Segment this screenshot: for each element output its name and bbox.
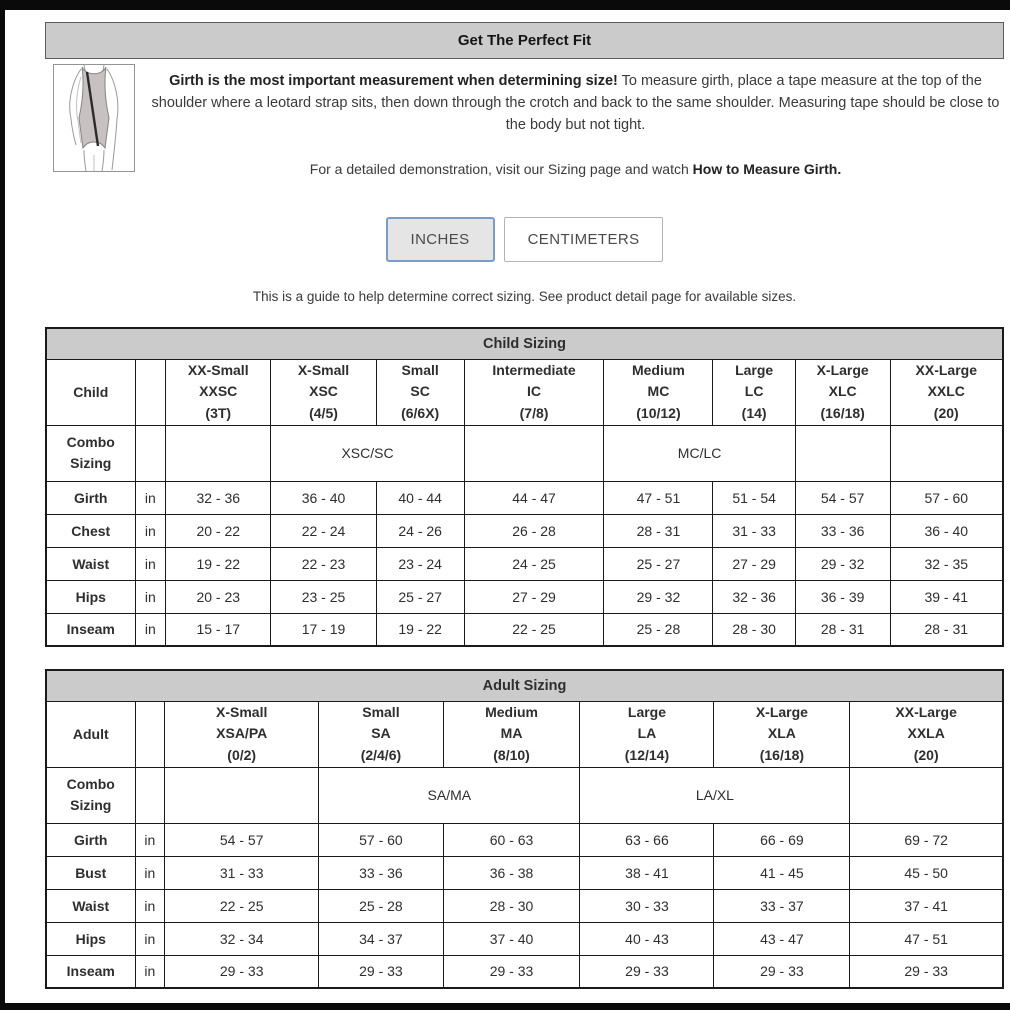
child-col-header-lc [713, 359, 795, 425]
child-girth-value-3: 44 - 47 [464, 481, 604, 514]
adult-combo-cell-2: LA/XL [580, 767, 850, 823]
child-hips-value-0: 20 - 23 [166, 580, 271, 613]
adult-waist-value-0: 22 - 25 [165, 889, 319, 922]
child-waist-value-3: 24 - 25 [464, 547, 604, 580]
centimeters-button[interactable]: CENTIMETERS [504, 217, 664, 262]
adult-col-header-xla [714, 701, 850, 767]
child-hips-value-7: 39 - 41 [890, 580, 1003, 613]
adult-col-header-la [580, 701, 714, 767]
child-combo-cell-2 [464, 425, 604, 481]
adult-bust-value-0: 31 - 33 [165, 856, 319, 889]
adult-bust-value-3: 38 - 41 [580, 856, 714, 889]
child-col-header-ic [464, 359, 604, 425]
child-girth-value-4: 47 - 51 [604, 481, 713, 514]
adult-combo-cell-3 [850, 767, 1003, 823]
child-hips-label: Hips [46, 580, 135, 613]
child-girth-unit: in [135, 481, 166, 514]
child-row-chest [46, 514, 1003, 547]
child-waist-value-6: 29 - 32 [795, 547, 890, 580]
child-hips-value-5: 32 - 36 [713, 580, 795, 613]
adult-col-header-sa [319, 701, 443, 767]
adult-inseam-value-4: 29 - 33 [714, 955, 850, 988]
adult-girth-value-3: 63 - 66 [580, 823, 714, 856]
adult-inseam-value-5: 29 - 33 [850, 955, 1003, 988]
size-label-line: XX-Large [895, 703, 957, 720]
adult-row-girth [46, 823, 1003, 856]
adult-bust-unit: in [135, 856, 165, 889]
unit-toggle [45, 217, 1004, 262]
child-combo-sizing-row [46, 425, 1003, 481]
adult-inseam-unit: in [135, 955, 165, 988]
child-hips-value-3: 27 - 29 [464, 580, 604, 613]
child-waist-value-0: 19 - 22 [166, 547, 271, 580]
child-col-header-sc [376, 359, 464, 425]
adult-row-header: Adult [46, 701, 135, 767]
adult-row-bust [46, 856, 1003, 889]
child-inseam-value-7: 28 - 31 [890, 613, 1003, 646]
size-label-line: SA [371, 725, 391, 742]
adult-girth-value-4: 66 - 69 [714, 823, 850, 856]
size-label-line: XLA [767, 725, 796, 742]
adult-section-header-row [46, 670, 1003, 701]
adult-bust-value-5: 45 - 50 [850, 856, 1003, 889]
child-inseam-value-6: 28 - 31 [795, 613, 890, 646]
child-chest-value-5: 31 - 33 [713, 514, 795, 547]
adult-waist-unit: in [135, 889, 165, 922]
size-label-line: Small [362, 703, 400, 720]
size-label-line: XX-Small [187, 361, 249, 378]
adult-section-title: Adult Sizing [46, 670, 1003, 701]
child-girth-value-0: 32 - 36 [166, 481, 271, 514]
adult-waist-value-4: 33 - 37 [714, 889, 850, 922]
size-label-line: (8/10) [493, 747, 530, 764]
size-label-line: XXLC [927, 383, 965, 400]
size-label-line: Large [735, 361, 774, 378]
size-label-line: IC [527, 383, 542, 400]
adult-waist-value-1: 25 - 28 [319, 889, 443, 922]
size-label-line: (14) [741, 404, 767, 421]
adult-hips-value-5: 47 - 51 [850, 922, 1003, 955]
adult-waist-value-5: 37 - 41 [850, 889, 1003, 922]
child-col-header-xxlc [890, 359, 1003, 425]
adult-row-hips [46, 922, 1003, 955]
adult-bust-label: Bust [46, 856, 135, 889]
size-label-line: SC [410, 383, 430, 400]
child-hips-value-6: 36 - 39 [795, 580, 890, 613]
adult-col-header-ma [443, 701, 580, 767]
leotard-figure-icon [54, 65, 134, 171]
child-girth-label: Girth [46, 481, 135, 514]
adult-combo-cell-1: SA/MA [319, 767, 580, 823]
adult-bust-value-4: 41 - 45 [714, 856, 850, 889]
intro-text-column [135, 64, 1004, 177]
adult-girth-value-0: 54 - 57 [165, 823, 319, 856]
adult-inseam-label: Inseam [46, 955, 135, 988]
adult-hips-unit: in [135, 922, 165, 955]
size-label-line: Small [401, 361, 439, 378]
how-to-measure-girth-text: How to Measure Girth. [692, 161, 842, 178]
adult-girth-value-5: 69 - 72 [850, 823, 1003, 856]
adult-row-inseam [46, 955, 1003, 988]
leotard-girth-illustration [53, 64, 135, 172]
adult-inseam-value-1: 29 - 33 [319, 955, 443, 988]
size-label-line: (20) [913, 747, 939, 764]
child-chest-value-7: 36 - 40 [890, 514, 1003, 547]
adult-girth-label: Girth [46, 823, 135, 856]
size-label-line: MC [647, 383, 670, 400]
child-unit-column-header [135, 359, 166, 425]
child-combo-cell-3: MC/LC [604, 425, 795, 481]
child-waist-value-7: 32 - 35 [890, 547, 1003, 580]
adult-hips-value-2: 37 - 40 [443, 922, 580, 955]
adult-hips-value-0: 32 - 34 [165, 922, 319, 955]
child-inseam-unit: in [135, 613, 166, 646]
size-label-line: (10/12) [636, 404, 681, 421]
child-girth-value-7: 57 - 60 [890, 481, 1003, 514]
adult-girth-unit: in [135, 823, 165, 856]
adult-girth-value-1: 57 - 60 [319, 823, 443, 856]
child-chest-label: Chest [46, 514, 135, 547]
size-label-line: Large [627, 703, 667, 720]
child-waist-unit: in [135, 547, 166, 580]
child-combo-cell-5 [890, 425, 1003, 481]
child-row-girth [46, 481, 1003, 514]
child-combo-sizing-label: Combo Sizing [46, 425, 135, 481]
adult-sizing-table [45, 669, 1004, 989]
child-section-title: Child Sizing [46, 328, 1003, 359]
child-inseam-value-0: 15 - 17 [166, 613, 271, 646]
adult-unit-column-header [135, 701, 165, 767]
size-label-line: (7/8) [519, 404, 549, 421]
child-chest-value-1: 22 - 24 [271, 514, 376, 547]
page-title: Get The Perfect Fit [45, 22, 1004, 59]
adult-bust-value-1: 33 - 36 [319, 856, 443, 889]
child-hips-unit: in [135, 580, 166, 613]
page-content [45, 22, 1004, 989]
adult-column-header-row [46, 701, 1003, 767]
child-waist-label: Waist [46, 547, 135, 580]
size-label-line: XSA/PA [216, 725, 268, 742]
size-label-line: (6/6X) [401, 404, 440, 421]
size-label-line: XXSC [199, 383, 238, 400]
child-waist-value-2: 23 - 24 [376, 547, 464, 580]
child-inseam-value-3: 22 - 25 [464, 613, 604, 646]
size-label-line: MA [500, 725, 523, 742]
adult-inseam-value-2: 29 - 33 [443, 955, 580, 988]
adult-col-header-xsa-pa [165, 701, 319, 767]
size-label-line: (20) [933, 404, 959, 421]
adult-combo-sizing-label: Combo Sizing [46, 767, 135, 823]
size-label-line: Medium [485, 703, 538, 720]
child-row-inseam [46, 613, 1003, 646]
girth-instructions [149, 70, 1002, 136]
adult-hips-value-4: 43 - 47 [714, 922, 850, 955]
child-inseam-value-2: 19 - 22 [376, 613, 464, 646]
size-label-line: Medium [631, 361, 685, 378]
size-label-line: LA [637, 725, 657, 742]
child-waist-value-5: 27 - 29 [713, 547, 795, 580]
child-girth-value-5: 51 - 54 [713, 481, 795, 514]
size-label-line: XSC [309, 383, 338, 400]
inches-button[interactable]: INCHES [386, 217, 495, 262]
intro-section [45, 64, 1004, 177]
size-label-line: XLC [828, 383, 857, 400]
child-chest-value-2: 24 - 26 [376, 514, 464, 547]
child-col-header-xxsc [166, 359, 271, 425]
adult-waist-value-3: 30 - 33 [580, 889, 714, 922]
size-label-line: (16/18) [820, 404, 865, 421]
child-chest-unit: in [135, 514, 166, 547]
child-waist-value-1: 22 - 23 [271, 547, 376, 580]
child-column-header-row [46, 359, 1003, 425]
adult-combo-cell-0 [165, 767, 319, 823]
size-label-line: (16/18) [759, 747, 805, 764]
child-hips-value-1: 23 - 25 [271, 580, 376, 613]
child-combo-cell-4 [795, 425, 890, 481]
adult-hips-label: Hips [46, 922, 135, 955]
size-label-line: X-Large [755, 703, 808, 720]
adult-waist-label: Waist [46, 889, 135, 922]
child-row-header: Child [46, 359, 135, 425]
child-girth-value-1: 36 - 40 [271, 481, 376, 514]
child-chest-value-0: 20 - 22 [166, 514, 271, 547]
child-col-header-xsc [271, 359, 376, 425]
adult-row-waist [46, 889, 1003, 922]
child-combo-cell-0 [166, 425, 271, 481]
demo-text-plain: For a detailed demonstration, visit our Sizing page and watch [309, 161, 693, 178]
guide-text: This is a guide to help determine correct sizing. See product detail page for available sizes. [252, 289, 797, 305]
child-inseam-label: Inseam [46, 613, 135, 646]
adult-inseam-value-0: 29 - 33 [165, 955, 319, 988]
child-inseam-value-4: 25 - 28 [604, 613, 713, 646]
child-chest-value-3: 26 - 28 [464, 514, 604, 547]
child-sizing-table [45, 327, 1004, 647]
adult-hips-value-3: 40 - 43 [580, 922, 714, 955]
child-girth-value-2: 40 - 44 [376, 481, 464, 514]
child-combo-cell-1: XSC/SC [271, 425, 464, 481]
adult-girth-value-2: 60 - 63 [443, 823, 580, 856]
adult-bust-value-2: 36 - 38 [443, 856, 580, 889]
child-hips-value-4: 29 - 32 [604, 580, 713, 613]
child-girth-value-6: 54 - 57 [795, 481, 890, 514]
child-chest-value-4: 28 - 31 [604, 514, 713, 547]
child-col-header-xlc [795, 359, 890, 425]
child-section-header-row [46, 328, 1003, 359]
size-label-line: LC [744, 383, 764, 400]
child-combo-unit-cell [135, 425, 166, 481]
child-row-hips [46, 580, 1003, 613]
adult-hips-value-1: 34 - 37 [319, 922, 443, 955]
size-label-line: XXLA [907, 725, 945, 742]
adult-combo-unit-cell [135, 767, 165, 823]
demo-text [149, 161, 1002, 177]
child-inseam-value-5: 28 - 30 [713, 613, 795, 646]
size-label-line: (2/4/6) [360, 747, 402, 764]
size-label-line: (4/5) [309, 404, 338, 421]
child-hips-value-2: 25 - 27 [376, 580, 464, 613]
size-label-line: X-Small [297, 361, 350, 378]
child-inseam-value-1: 17 - 19 [271, 613, 376, 646]
size-label-line: (3T) [205, 404, 232, 421]
girth-instructions-rest: To measure girth, place a tape measure at the top of the shoulder where a leotard strap sits, then down through the crotch and back to the same shoulder. Measuring tape should be close to the body but not tight. [151, 73, 1000, 134]
adult-inseam-value-3: 29 - 33 [580, 955, 714, 988]
adult-waist-value-2: 28 - 30 [443, 889, 580, 922]
child-chest-value-6: 33 - 36 [795, 514, 890, 547]
size-label-line: (0/2) [227, 747, 257, 764]
child-row-waist [46, 547, 1003, 580]
girth-instructions-bold: Girth is the most important measurement when determining size! [169, 73, 618, 89]
child-waist-value-4: 25 - 27 [604, 547, 713, 580]
adult-col-header-xxla [850, 701, 1003, 767]
size-label-line: X-Small [216, 703, 268, 720]
size-label-line: (12/14) [624, 747, 670, 764]
size-label-line: XX-Large [915, 361, 977, 378]
child-col-header-mc [604, 359, 713, 425]
adult-combo-sizing-row [46, 767, 1003, 823]
size-label-line: Intermediate [492, 361, 576, 378]
size-label-line: X-Large [816, 361, 869, 378]
